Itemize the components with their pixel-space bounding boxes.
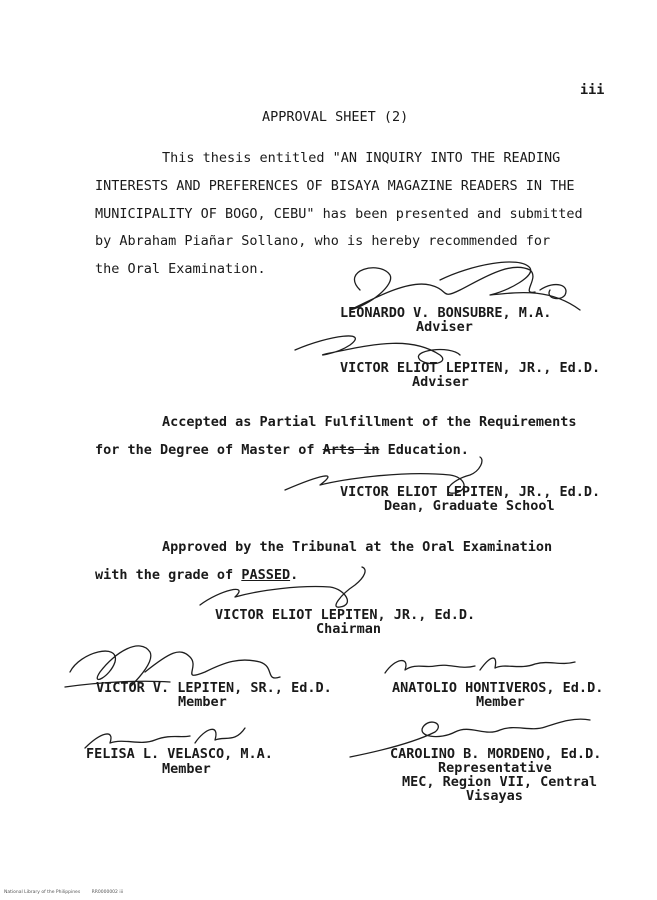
approval-line-2-pre: with the grade of bbox=[95, 567, 242, 583]
thesis-line-3: MUNICIPALITY OF BOGO, CEBU" has been presented and submitted bbox=[95, 206, 583, 222]
member-1-name: VICTOR V. LEPITEN, SR., Ed.D. bbox=[96, 680, 332, 696]
dean-name: VICTOR ELIOT LEPITEN, JR., Ed.D. bbox=[340, 484, 601, 500]
member-3-name: FELISA L. VELASCO, M.A. bbox=[86, 746, 273, 762]
approval-line-1: Approved by the Tribunal at the Oral Examination bbox=[162, 539, 553, 555]
member-1-role: Member bbox=[178, 694, 227, 710]
acceptance-line-2-post: Education. bbox=[379, 442, 469, 458]
page-number: iii bbox=[580, 82, 605, 98]
grade-value: PASSED bbox=[241, 567, 291, 583]
representative-line-3: Visayas bbox=[466, 788, 523, 804]
thesis-line-1: This thesis entitled "AN INQUIRY INTO THE READING bbox=[162, 150, 561, 166]
chairman-role: Chairman bbox=[316, 621, 382, 637]
chairman-name: VICTOR ELIOT LEPITEN, JR., Ed.D. bbox=[215, 607, 476, 623]
thesis-line-2: INTERESTS AND PREFERENCES OF BISAYA MAGAZINE READERS IN THE bbox=[95, 178, 575, 194]
adviser-1-role: Adviser bbox=[416, 319, 473, 335]
acceptance-line-1: Accepted as Partial Fulfillment of the Requirements bbox=[162, 414, 577, 430]
member-3-role: Member bbox=[162, 761, 211, 777]
approval-line-2-post: . bbox=[290, 567, 299, 583]
archive-footer: National Library of the Philippines RR0000002 iii bbox=[4, 890, 124, 895]
member-2-name: ANATOLIO HONTIVEROS, Ed.D. bbox=[392, 680, 604, 696]
signature-hontiveros bbox=[380, 648, 580, 683]
adviser-1-name: LEONARDO V. BONSUBRE, M.A. bbox=[340, 305, 552, 321]
acceptance-line-2-pre: for the Degree of Master of bbox=[95, 442, 323, 458]
thesis-line-5: the Oral Examination. bbox=[95, 261, 266, 277]
dean-role: Dean, Graduate School bbox=[384, 498, 555, 514]
representative-line-2: MEC, Region VII, Central bbox=[402, 774, 598, 790]
representative-line-1: Representative bbox=[438, 760, 552, 776]
member-2-role: Member bbox=[476, 694, 525, 710]
adviser-2-role: Adviser bbox=[412, 374, 469, 390]
adviser-2-name: VICTOR ELIOT LEPITEN, JR., Ed.D. bbox=[340, 360, 601, 376]
acceptance-struck-text: Arts in bbox=[322, 442, 380, 458]
document-title: APPROVAL SHEET (2) bbox=[262, 109, 409, 125]
thesis-line-4: by Abraham Piañar Sollano, who is hereby recommended for bbox=[95, 233, 551, 249]
representative-name: CAROLINO B. MORDENO, Ed.D. bbox=[390, 746, 602, 762]
